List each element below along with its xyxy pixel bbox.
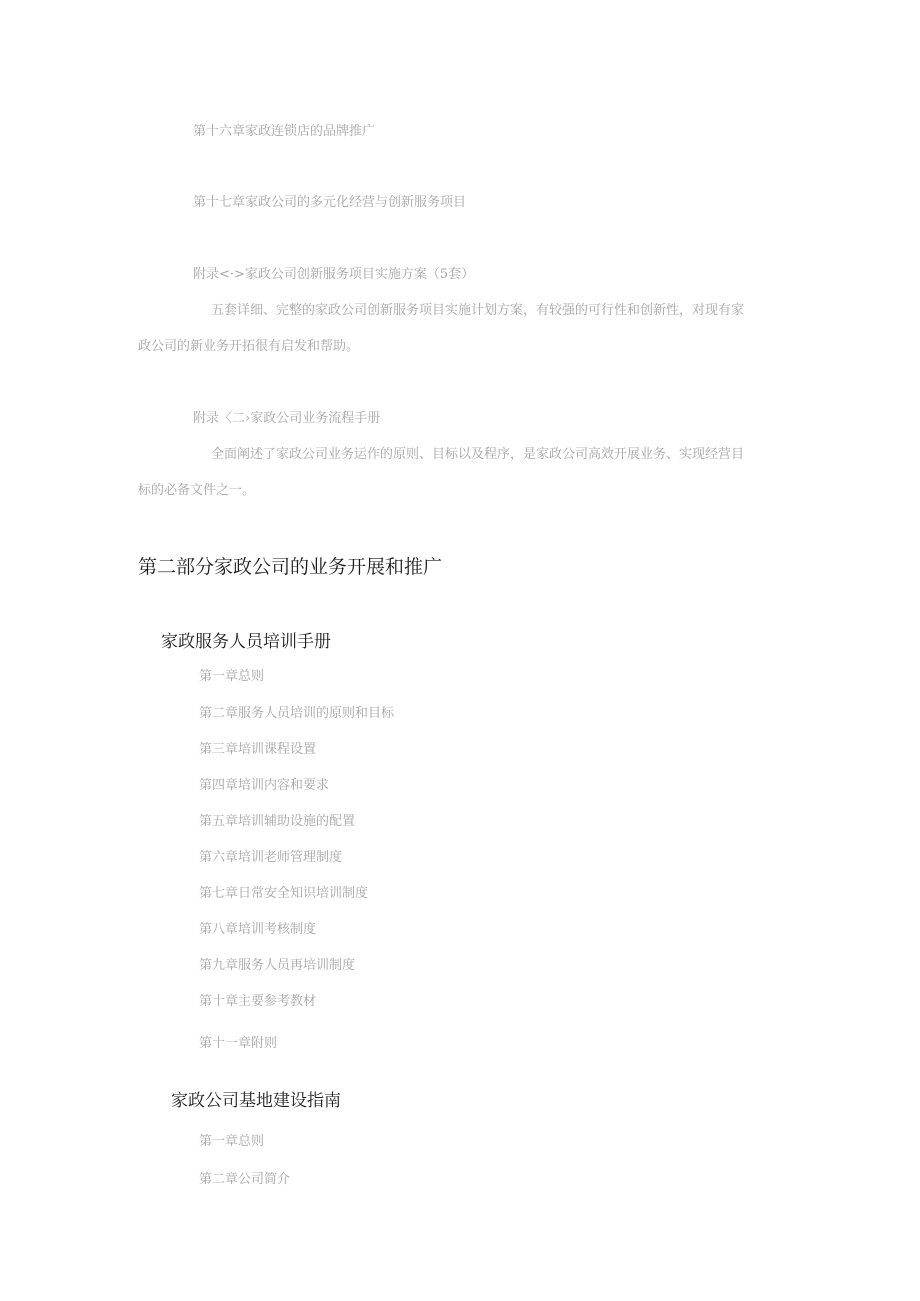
list-item: 第七章日常安全知识培训制度	[199, 886, 369, 901]
list-item: 第五章培训辅助设施的配置	[199, 814, 356, 829]
appendix-1-description-line-2: 政公司的新业务开拓很有启发和帮助。	[138, 339, 360, 354]
list-item: 第四章培训内容和要求	[199, 778, 330, 793]
list-item: 第二章服务人员培训的原则和目标	[199, 706, 395, 721]
list-item: 第三章培训课程设置	[199, 742, 317, 757]
list-item: 第九章服务人员再培训制度	[199, 958, 356, 973]
appendix-2-description-line-1: 全面阐述了家政公司业务运作的原则、目标以及程序，是家政公司高效开展业务、实现经营目	[211, 447, 745, 462]
list-item: 第二章公司简介	[199, 1172, 291, 1187]
training-manual-title: 家政服务人员培训手册	[161, 632, 331, 652]
list-item: 第一章总则	[199, 669, 265, 684]
list-item: 第十章主要参考教材	[199, 994, 317, 1009]
list-item: 第八章培训考核制度	[199, 922, 317, 937]
chapter-16-heading: 第十六章家政连锁店的品牌推广	[193, 124, 376, 139]
part-2-title: 第二部分家政公司的业务开展和推广	[138, 556, 443, 578]
appendix-2-description-line-2: 标的必备文件之一。	[138, 483, 256, 498]
list-item: 第十一章附则	[199, 1036, 278, 1051]
appendix-2-title: 附录〈二›家政公司业务流程手册	[193, 411, 381, 426]
list-item: 第一章总则	[199, 1134, 265, 1149]
appendix-1-title: 附录<·>家政公司创新服务项目实施方案（5套）	[193, 267, 475, 282]
list-item: 第六章培训老师管理制度	[199, 850, 343, 865]
chapter-17-heading: 第十七章家政公司的多元化经营与创新服务项目	[193, 195, 467, 210]
appendix-1-description-line-1: 五套详细、完整的家政公司创新服务项目实施计划方案，有较强的可行性和创新性，对现有家	[211, 303, 745, 318]
base-guide-title: 家政公司基地建设指南	[171, 1091, 341, 1111]
